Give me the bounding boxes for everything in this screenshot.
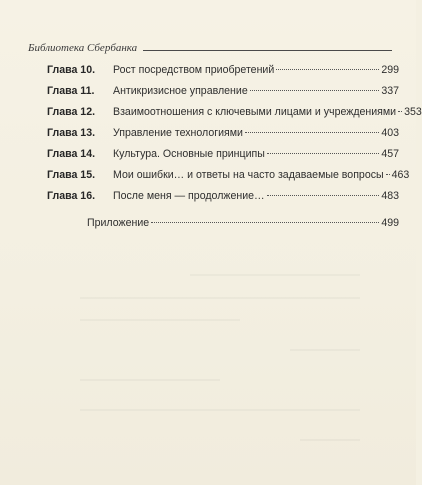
toc-dot-leader — [398, 111, 402, 112]
toc-entry-chapter-13 — [47, 126, 399, 147]
toc-entry-appendix — [47, 216, 399, 237]
toc-page-number: 337 — [381, 85, 399, 97]
toc-entry-chapter-15 — [47, 168, 410, 189]
toc-chapter-title: Рост посредством приобретений — [113, 64, 275, 76]
reverse-side-bleed-through — [40, 270, 380, 470]
toc-chapter-title: Мои ошибки… и ответы на часто задаваемые вопросы — [113, 169, 384, 181]
toc-chapter-label: Глава 16. — [47, 190, 96, 202]
toc-entry-chapter-14 — [47, 147, 399, 168]
toc-entry-chapter-12 — [47, 105, 422, 126]
toc-entry-chapter-10 — [47, 63, 399, 84]
table-of-contents — [47, 63, 422, 237]
toc-page-number: 403 — [381, 127, 399, 139]
toc-dot-leader — [267, 153, 379, 154]
toc-chapter-title: Взаимоотношения с ключевыми лицами и учреждениями — [113, 106, 397, 118]
running-head-rule — [143, 50, 392, 51]
running-head — [28, 36, 392, 54]
toc-page-number: 457 — [381, 148, 399, 160]
toc-dot-leader — [151, 222, 379, 223]
toc-chapter-label: Глава 11. — [47, 85, 95, 97]
toc-chapter-label: Глава 12. — [47, 106, 96, 118]
toc-chapter-title: Управление технологиями — [113, 127, 243, 139]
toc-chapter-label: Глава 13. — [47, 127, 96, 139]
toc-chapter-title: Культура. Основные принципы — [113, 148, 265, 160]
toc-chapter-label: Глава 14. — [47, 148, 96, 160]
toc-appendix-title: Приложение — [87, 217, 150, 229]
toc-entry-chapter-11 — [47, 84, 399, 105]
toc-page-number: 353 — [404, 106, 422, 118]
toc-chapter-title: После меня — продолжение… — [113, 190, 265, 202]
toc-dot-leader — [250, 90, 380, 91]
toc-dot-leader — [276, 69, 379, 70]
toc-page-number: 463 — [391, 169, 410, 181]
toc-dot-leader — [245, 132, 379, 133]
toc-page-number: 299 — [381, 64, 399, 76]
running-title: Библиотека Сбербанка — [28, 42, 138, 54]
toc-page-number: 483 — [381, 190, 399, 202]
toc-dot-leader — [386, 174, 390, 175]
toc-entry-chapter-16 — [47, 189, 399, 210]
toc-page-number: 499 — [381, 217, 399, 229]
toc-chapter-label: Глава 10. — [47, 64, 96, 76]
toc-chapter-label: Глава 15. — [47, 169, 96, 181]
toc-chapter-title: Антикризисное управление — [113, 85, 248, 97]
toc-dot-leader — [267, 195, 380, 196]
